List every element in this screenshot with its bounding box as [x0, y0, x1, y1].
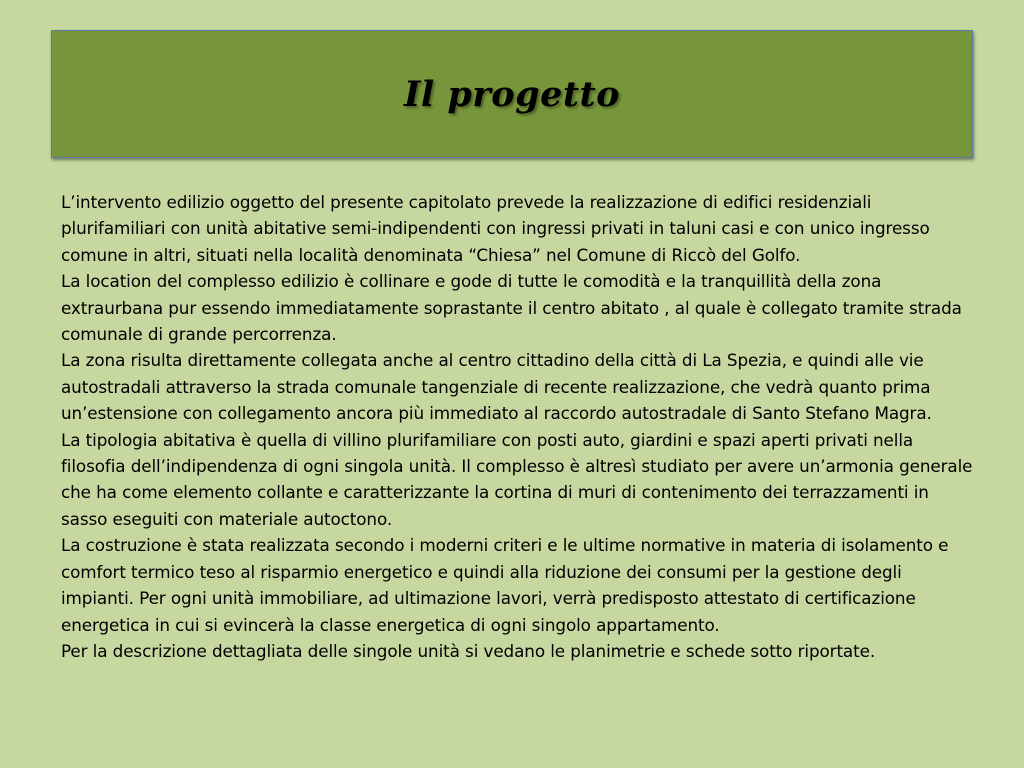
paragraph-tipologia: La tipologia abitativa è quella di villino plurifamiliare con posti auto, giardini e spazi aperti privati nella filosofia dell’indipendenza di ogni singola unità. Il complesso è altresì studiato per avere un’armonia generale che ha come elemento collante e caratterizzante la cortina di muri di contenimento dei terrazzamenti in sasso eseguiti con materiale autoctono. [61, 429, 973, 529]
paragraph-zona: La zona risulta direttamente collegata anche al centro cittadino della città di La Spezia, e quindi alle vie autostradali attraverso la strada comunale tangenziale di recente realizzazione, che vedrà quanto prima un’estensione con collegamento ancora più immediato al raccordo autostradale di Santo Stefano Magra. [61, 350, 932, 424]
title-banner [51, 30, 973, 158]
paragraph-descrizione: Per la descrizione dettagliata delle singole unità si vedano le planimetrie e schede sotto riportate. [61, 640, 876, 661]
paragraph-intervento: L’intervento edilizio oggetto del presente capitolato prevede la realizzazione di edifici residenziali plurifamiliari con unità abitative semi-indipendenti con ingressi privati in taluni casi e con unico ingresso comune in altri, situati nella località denominata “Chiesa” nel Comune di Riccò del Golfo. [61, 192, 930, 265]
paragraph-costruzione: La costruzione è stata realizzata secondo i moderni criteri e le ultime normative in materia di isolamento e comfort termico teso al risparmio energetico e quindi alla riduzione dei consumi per la gestione degli impianti. Per ogni unità immobiliare, ad ultimazione lavori, verrà predisposto attestato di certificazione energetica in cui si evincerà la classe energetica di ogni singolo appartamento. [61, 535, 949, 635]
body-text [61, 189, 979, 664]
paragraph-location: La location del complesso edilizio è collinare e gode di tutte le comodità e la tranquillità della zona extraurbana pur essendo immediatamente soprastante il centro abitato , al quale è collegato tramite strada comunale di grande percorrenza. [61, 271, 962, 345]
slide-title: Il progetto [403, 73, 621, 115]
